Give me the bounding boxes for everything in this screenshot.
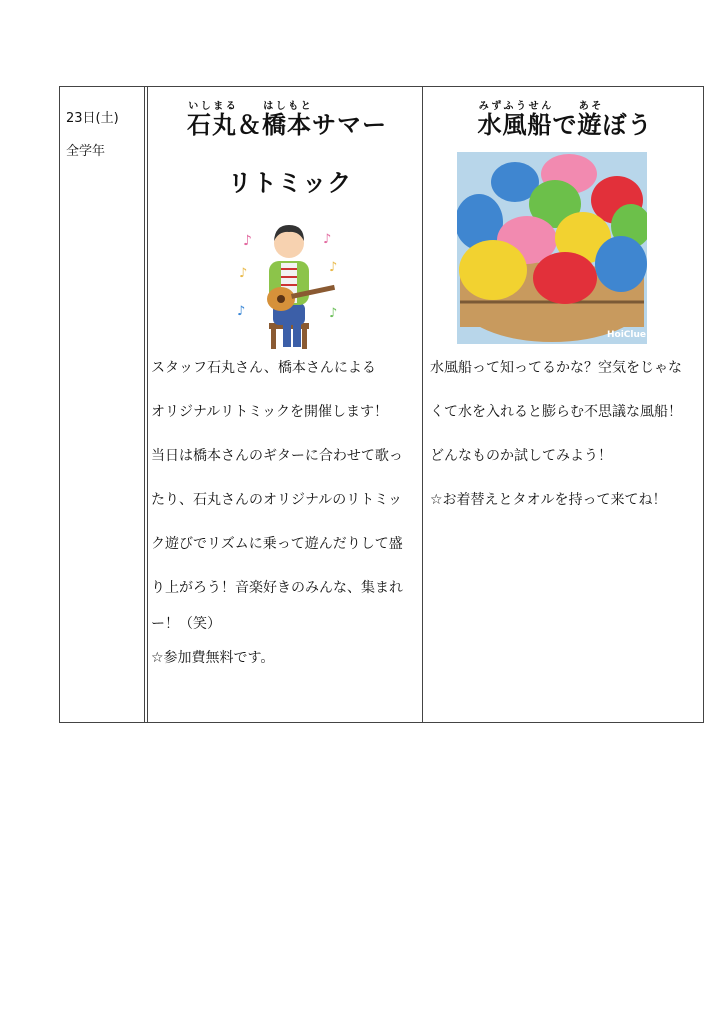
column-divider [144,87,145,722]
description-line: 当日は橋本さんのギターに合わせて歌っ [151,448,403,464]
description-line: ☆お着替えとタオルを持って来てね！ [430,492,667,508]
column-divider [147,87,148,722]
svg-text:♪: ♪ [237,304,246,319]
description-line: ク遊びでリズムに乗って遊んだりして盛 [151,536,403,552]
description-line: たり、石丸さんのオリジナルのリトミッ [151,492,403,508]
event-date: 23日(土) [66,111,119,126]
svg-text:♪: ♪ [329,260,338,275]
column-divider [422,87,423,722]
description-line: くて水を入れると膨らむ不思議な風船！ [430,404,682,420]
schedule-table [59,86,704,723]
description-line: オリジナルリトミックを開催します！ [151,404,389,420]
description-line: どんなものか試してみよう！ [430,448,612,464]
svg-text:♪: ♪ [239,266,248,281]
guitar-player-illustration [233,205,345,353]
svg-text:♪: ♪ [243,233,252,249]
svg-text:♪: ♪ [329,306,338,321]
grade-label: 全学年 [66,144,106,159]
description-line: り上がろう！音楽好きのみんな、集まれ [151,580,403,596]
description-line: 水風船って知ってるかな？空気をじゃな [430,360,682,376]
event-title-line2: リトミック [227,169,353,197]
water-balloons-photo [457,152,647,344]
description-line: ☆参加費無料です。 [151,650,275,666]
date-cell [66,107,119,159]
svg-text:♪: ♪ [323,232,332,247]
description-line: スタッフ石丸さん、橋本さんによる [151,360,376,376]
watermark-text: HoiClue [607,330,647,340]
event-title-line1: 石丸いしまる＆橋本はしもとサマー [187,101,387,139]
event-title-right: 水風船みずふうせんで遊あそぼう [477,101,653,139]
description-line: ー！（笑） [151,616,221,632]
